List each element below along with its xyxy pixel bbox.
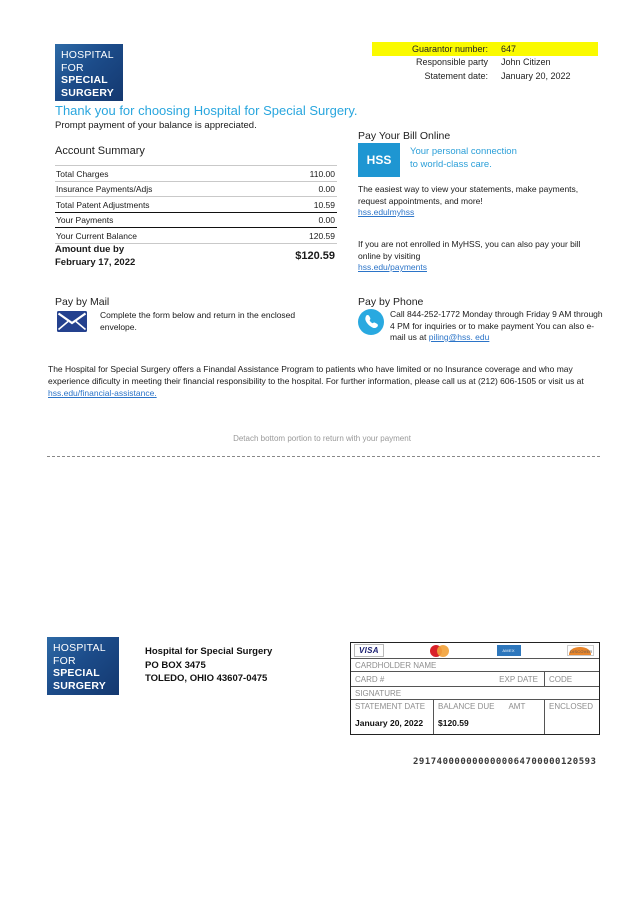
summary-label: Your Current Balance — [56, 230, 137, 241]
summary-label: Insurance Payments/Adjs — [56, 184, 153, 194]
statement-date-label: Statement date: — [424, 70, 488, 81]
pay-online-paragraph-1 — [358, 184, 601, 219]
logo-line: SURGERY — [61, 86, 114, 99]
balance-due-label: BALANCE DUE — [438, 702, 495, 711]
pay-online-paragraph-2 — [358, 239, 601, 274]
pay-online-heading: Pay Your Bill Online — [358, 130, 451, 142]
statement-header-info — [372, 42, 598, 83]
pay-by-mail-heading: Pay by Mail — [55, 296, 110, 308]
financial-assistance-text: The Hospital for Special Surgery offers a Finandal Assistance Program to patients who have limited or no Insurance coverage and who may experience dificulty in meeting their financial responsibility to the hospital. For further information, please call us at (212) 606-1505 or visit us at — [48, 364, 584, 386]
mastercard-logo — [430, 645, 450, 657]
account-summary-table — [55, 165, 337, 244]
pay-by-phone-heading: Pay by Phone — [358, 296, 424, 308]
card-brand-logos — [351, 643, 599, 659]
hss-logo-bottom — [47, 637, 119, 695]
pay-by-mail-text: Complete the form below and return in the enclosed envelope. — [100, 310, 296, 332]
financial-assistance-paragraph — [48, 363, 602, 399]
code-field[interactable]: CODE — [544, 672, 599, 686]
remit-address — [145, 645, 272, 686]
summary-row-insurance — [55, 182, 337, 198]
logo-line: SPECIAL — [61, 74, 108, 86]
statement-summary-row — [351, 700, 599, 734]
summary-row-your-payments — [55, 213, 337, 229]
payments-link[interactable]: hss.edu/payments — [358, 262, 427, 272]
enclosed-field[interactable]: ENCLOSED — [544, 700, 599, 734]
statement-date-row — [372, 69, 598, 83]
tagline-line2: to world-class care. — [410, 159, 492, 170]
account-summary-title: Account Summary — [55, 145, 145, 157]
tagline-line1: Your personal connection — [410, 146, 517, 157]
logo-line: FOR — [53, 654, 76, 667]
guarantor-value: 647 — [501, 43, 517, 54]
amount-due-block — [55, 243, 337, 269]
summary-row-current-balance — [55, 228, 337, 244]
perforation-line — [47, 456, 600, 457]
summary-label: Total Patent Adjustments — [56, 199, 150, 210]
amount-due-value: $120.59 — [295, 250, 335, 262]
summary-row-patient-adjustments — [55, 197, 337, 213]
guarantor-label: Guarantor number: — [411, 43, 488, 54]
exp-date-field[interactable]: EXP DATE — [499, 674, 538, 684]
envelope-icon — [57, 311, 87, 332]
summary-value: 10.59 — [313, 199, 335, 210]
pay-online-text-1: The easiest way to view your statements, make payments, request appointments, and more! — [358, 184, 579, 206]
pay-by-phone-body: Call 844-252-1772 Monday through Friday 9 AM through 4 PM for inquiries or to make payment You can also e-mail us at — [390, 309, 603, 342]
myhss-link[interactable]: hss.edulmyhss — [358, 207, 415, 217]
myhss-tagline — [410, 145, 517, 171]
responsible-party-row — [372, 56, 598, 70]
signature-field[interactable]: SIGNATURE — [351, 687, 599, 700]
summary-value: 0.00 — [318, 184, 335, 194]
summary-label: Total Charges — [56, 168, 109, 179]
hss-logo — [55, 44, 123, 101]
summary-value: 0.00 — [318, 215, 335, 225]
remit-name: Hospital for Special Surgery — [145, 646, 273, 657]
statement-date-form-label: STATEMENT DATE — [355, 702, 426, 711]
remit-city-state-zip: TOLEDO, OHIO 43607-0475 — [145, 673, 268, 684]
summary-label: Your Payments — [56, 215, 114, 225]
pay-by-phone-text — [390, 309, 604, 344]
visa-logo: VISA — [354, 644, 384, 657]
prompt-payment-text: Prompt payment of your balance is appreciated. — [55, 120, 257, 131]
summary-value: 110.00 — [309, 168, 335, 179]
responsible-party-value: John Citizen — [501, 57, 551, 68]
detach-note: Detach bottom portion to return with your payment — [233, 434, 411, 443]
amt-label: AMT — [508, 702, 526, 711]
cardholder-name-field[interactable]: CARDHOLDER NAME — [351, 659, 599, 672]
phone-icon — [358, 309, 384, 335]
responsible-party-label: Responsible party — [415, 57, 488, 68]
logo-line: HOSPITAL — [61, 49, 114, 61]
logo-line: SPECIAL — [53, 667, 100, 679]
discover-logo — [567, 645, 594, 656]
discover-text: DISCOVER — [570, 649, 593, 654]
statement-date-value: January 20, 2022 — [501, 70, 571, 81]
financial-assistance-link[interactable]: hss.edu/financial-assistance. — [48, 388, 157, 398]
card-number-field[interactable]: CARD # — [355, 674, 385, 684]
amount-due-label: Amount due by — [55, 244, 125, 255]
hss-badge: HSS — [358, 143, 400, 177]
remit-po-box: PO BOX 3475 — [145, 659, 206, 671]
summary-value: 120.59 — [309, 230, 335, 241]
credit-card-form — [350, 642, 600, 735]
summary-row-total-charges — [55, 166, 337, 182]
billing-email-link[interactable]: piling@hss. edu — [428, 332, 490, 342]
thank-you-heading: Thank you for choosing Hospital for Special Surgery. — [55, 103, 358, 118]
statement-date-form-value: January 20, 2022 — [355, 718, 424, 728]
logo-line: SURGERY — [53, 679, 106, 692]
logo-line: HOSPITAL — [53, 642, 106, 654]
balance-due-value: $120.59 — [438, 718, 469, 728]
amex-logo: AMEX — [497, 645, 521, 656]
logo-line: FOR — [61, 61, 84, 74]
ocr-scan-line: 2917400000000000064700000120593 — [413, 757, 597, 767]
amount-due-date: February 17, 2022 — [55, 257, 136, 268]
guarantor-row — [372, 42, 598, 56]
pay-online-text-2: If you are not enrolled in MyHSS, you can also pay your bill online by visiting — [358, 239, 581, 261]
card-number-row — [351, 672, 599, 687]
